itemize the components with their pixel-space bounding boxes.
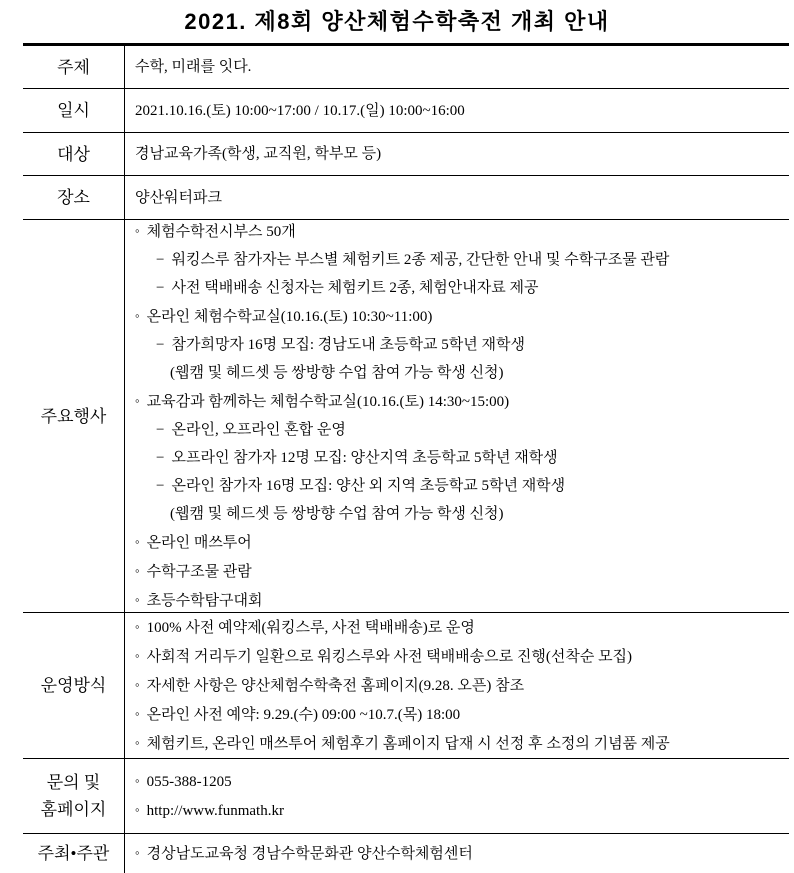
table-row: [23, 133, 789, 176]
content-line: [125, 729, 785, 758]
dash-bullet-icon: −: [156, 422, 165, 438]
row-content: [125, 46, 789, 88]
circle-bullet-icon: ◦: [135, 308, 140, 323]
table-row: [23, 46, 789, 89]
row-content: [125, 133, 789, 175]
line-text: 참가희망자 16명 모집: 경남도내 초등학교 5학년 재학생: [171, 337, 525, 353]
row-content: [125, 176, 789, 219]
content-line: [125, 140, 785, 168]
circle-bullet-icon: ◦: [135, 393, 140, 408]
content-line: [125, 217, 785, 246]
line-text: 사전 택배배송 신청자는 체험키트 2종, 체험안내자료 제공: [171, 280, 539, 296]
content-line: [125, 331, 785, 359]
row-label: [23, 220, 125, 612]
line-text: 온라인 참가자 16명 모집: 양산 외 지역 초등학교 5학년 재학생: [171, 478, 566, 494]
circle-bullet-icon: ◦: [135, 223, 140, 238]
dash-bullet-icon: −: [156, 280, 165, 296]
line-text: 온라인 체험수학교실(10.16.(토) 10:30~11:00): [146, 309, 433, 325]
content-line: [125, 671, 785, 700]
circle-bullet-icon: ◦: [135, 619, 140, 634]
table-row: [23, 834, 789, 873]
line-text: 온라인 매쓰투어: [146, 535, 252, 551]
circle-bullet-icon: ◦: [135, 563, 140, 578]
row-label-line: 문의 및: [46, 773, 101, 792]
dash-bullet-icon: −: [156, 252, 165, 268]
line-text: (웹캠 및 헤드셋 등 쌍방향 수업 참여 가능 학생 신청): [170, 506, 504, 522]
content-line: [125, 528, 785, 557]
table-row: [23, 89, 789, 133]
circle-bullet-icon: ◦: [135, 677, 140, 692]
content-line: [125, 416, 785, 444]
table-row: [23, 220, 789, 613]
dash-bullet-icon: −: [156, 478, 165, 494]
content-line: [125, 500, 785, 528]
row-label-line: 장소: [57, 188, 90, 207]
content-line: [125, 767, 785, 796]
table-row: [23, 176, 789, 220]
line-text: 경상남도교육청 경남수학문화관 양산수학체험센터: [146, 846, 473, 862]
circle-bullet-icon: ◦: [135, 773, 140, 788]
row-label-line: 홈페이지: [40, 800, 107, 819]
content-line: [125, 302, 785, 331]
row-content: [125, 834, 789, 873]
circle-bullet-icon: ◦: [135, 706, 140, 721]
line-text: 양산워터파크: [135, 189, 222, 206]
page-title: 2021. 제8회 양산체험수학축전 개최 안내: [184, 9, 610, 34]
content-line: [125, 274, 785, 302]
content-line: [125, 613, 785, 642]
content-line: [125, 97, 785, 125]
row-label: [23, 834, 125, 873]
row-label-line: 운영방식: [40, 676, 107, 695]
row-label-line: 일시: [57, 101, 90, 120]
content-line: [125, 359, 785, 387]
line-text: 자세한 사항은 양산체험수학축전 홈페이지(9.28. 오픈) 참조: [146, 678, 525, 694]
line-text: (웹캠 및 헤드셋 등 쌍방향 수업 참여 가능 학생 신청): [170, 365, 504, 381]
row-label: [23, 613, 125, 758]
row-label-line: 주제: [57, 57, 90, 77]
row-label: [23, 46, 125, 88]
line-text: 사회적 거리두기 일환으로 워킹스루와 사전 택배배송으로 진행(선착순 모집): [146, 649, 633, 665]
table-row: [23, 759, 789, 834]
row-content: [125, 613, 789, 758]
content-line: [125, 700, 785, 729]
circle-bullet-icon: ◦: [135, 648, 140, 663]
line-text: 교육감과 함께하는 체험수학교실(10.16.(토) 14:30~15:00): [146, 394, 510, 410]
line-text: 055-388-1205: [146, 774, 232, 790]
content-line: [125, 53, 785, 81]
content-line: [125, 472, 785, 500]
line-text: 워킹스루 참가자는 부스별 체험키트 2종 제공, 간단한 안내 및 수학구조물 관람: [171, 252, 670, 268]
row-content: [125, 220, 789, 612]
content-line: [125, 586, 785, 615]
row-label: [23, 176, 125, 219]
content-line: [125, 387, 785, 416]
row-label-line: 주요행사: [40, 406, 107, 426]
row-label: [23, 133, 125, 175]
row-content: [125, 89, 789, 132]
content-line: [125, 796, 785, 825]
dash-bullet-icon: −: [156, 337, 165, 353]
circle-bullet-icon: ◦: [135, 802, 140, 817]
line-text: 체험키트, 온라인 매쓰투어 체험후기 홈페이지 답재 시 선정 후 소정의 기념품 제공: [146, 736, 670, 752]
content-line: [125, 184, 785, 212]
line-text: 100% 사전 예약제(워킹스루, 사전 택배배송)로 운영: [146, 620, 475, 636]
row-content: [125, 759, 789, 833]
row-label-line: 주최•주관: [37, 844, 110, 863]
line-text: 오프라인 참가자 12명 모집: 양산지역 초등학교 5학년 재학생: [171, 450, 558, 466]
line-text: http://www.funmath.kr: [146, 803, 284, 819]
circle-bullet-icon: ◦: [135, 534, 140, 549]
row-label: [23, 89, 125, 132]
content-line: [125, 839, 785, 868]
line-text: 초등수학탐구대회: [146, 593, 263, 609]
dash-bullet-icon: −: [156, 450, 165, 466]
table-row: [23, 613, 789, 759]
circle-bullet-icon: ◦: [135, 735, 140, 750]
line-text: 체험수학전시부스 50개: [146, 224, 296, 240]
circle-bullet-icon: ◦: [135, 845, 140, 860]
content-line: [125, 642, 785, 671]
info-table: [23, 43, 789, 873]
circle-bullet-icon: ◦: [135, 592, 140, 607]
content-line: [125, 246, 785, 274]
line-text: 2021.10.16.(토) 10:00~17:00 / 10.17.(일) 10:00~16:00: [135, 102, 465, 119]
line-text: 수학구조물 관람: [146, 564, 252, 580]
line-text: 온라인, 오프라인 혼합 운영: [171, 422, 346, 438]
content-line: [125, 444, 785, 472]
content-line: [125, 557, 785, 586]
row-label-line: 대상: [57, 144, 90, 164]
line-text: 경남교육가족(학생, 교직원, 학부모 등): [135, 146, 382, 162]
line-text: 온라인 사전 예약: 9.29.(수) 09:00 ~10.7.(목) 18:00: [146, 707, 461, 723]
row-label: [23, 759, 125, 833]
line-text: 수학, 미래를 잇다.: [135, 59, 252, 75]
